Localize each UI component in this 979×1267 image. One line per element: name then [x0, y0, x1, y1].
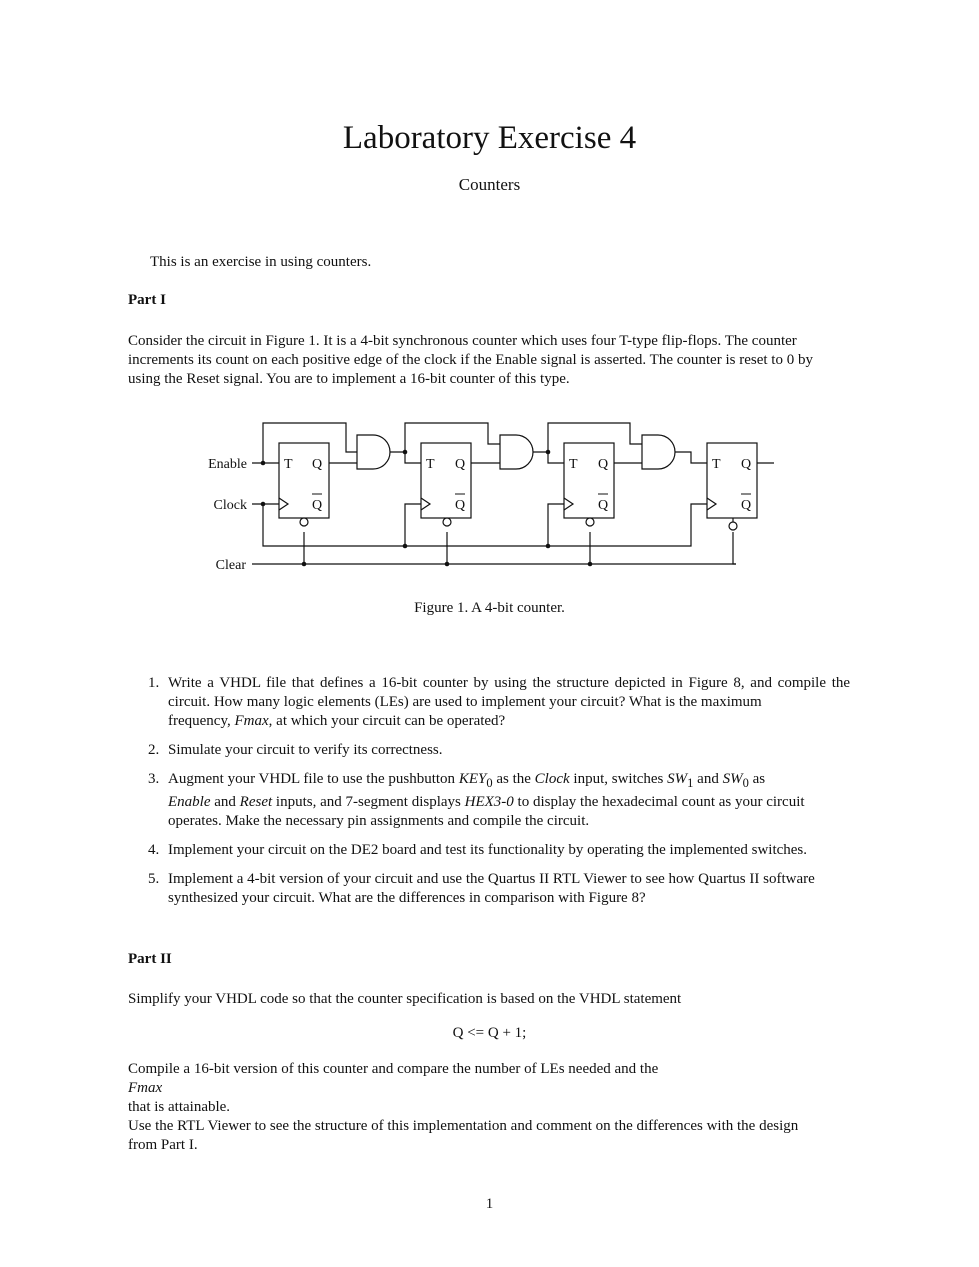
ff2-qbar-label: Q — [455, 498, 466, 513]
ff1-t-label: T — [284, 457, 293, 472]
task-list — [128, 674, 850, 918]
item-text: frequency, — [168, 713, 235, 729]
part2-line: from Part I. — [128, 1137, 198, 1153]
part1-line: using the Reset signal. You are to implement a 16-bit counter of this type. — [128, 371, 570, 387]
clear-label: Clear — [215, 558, 246, 573]
item-number: 4. — [148, 842, 160, 858]
item-text: inputs, and 7-segment displays — [272, 794, 465, 810]
clock-label: Clock — [213, 498, 247, 513]
ff4-t-label: T — [712, 457, 721, 472]
item-text: as the — [492, 771, 535, 787]
item-text: the circuit. How many logic elements (LEs) are used to implement your circuit? What is the maximum — [168, 675, 851, 710]
item-text: and — [210, 794, 240, 810]
item-text: and — [693, 771, 723, 787]
part2-lead: Simplify your VHDL code so that the counter specification is based on the VHDL statement — [128, 991, 682, 1007]
sw0-term: SW — [722, 771, 743, 787]
list-item — [128, 741, 850, 760]
page-subtitle: Counters — [458, 175, 521, 194]
hex-term: HEX3-0 — [464, 794, 514, 810]
part2-line: Use the RTL Viewer to see the structure of this implementation and comment on the differences with the design — [128, 1118, 799, 1134]
item-text: input, switches — [569, 771, 668, 787]
ff4-q-label: Q — [741, 457, 752, 472]
ff3-q-label: Q — [598, 457, 609, 472]
ff3-t-label: T — [569, 457, 578, 472]
part2-line — [128, 1060, 850, 1117]
fmax-term: Fmax — [234, 713, 269, 729]
key-term: KEY — [458, 771, 487, 787]
sw1-subscript: 1 — [687, 776, 694, 790]
ff2-q-label: Q — [455, 457, 466, 472]
item-text: Implement a 4-bit version of your circuit and use the Quartus II RTL Viewer to see how Quartus II software — [168, 871, 815, 887]
part2-text: Compile a 16-bit version of this counter and compare the number of LEs needed and the — [128, 1061, 659, 1077]
ff4-qbar-label: Q — [741, 498, 752, 513]
ff1-q-label: Q — [312, 457, 323, 472]
list-item — [128, 674, 850, 731]
sw0-subscript: 0 — [742, 776, 749, 790]
page-number: 1 — [485, 1196, 494, 1212]
item-text: Augment your VHDL file to use the pushbutton — [168, 771, 459, 787]
item-text: as — [748, 771, 766, 787]
ff3-qbar-label: Q — [598, 498, 609, 513]
clock-term: Clock — [534, 771, 570, 787]
item-number: 3. — [148, 771, 160, 787]
item-text: , at which your circuit can be operated? — [268, 713, 506, 729]
enable-label: Enable — [208, 457, 247, 472]
part1-paragraph — [128, 332, 850, 389]
fmax-term: Fmax — [128, 1080, 163, 1096]
list-item — [128, 870, 850, 908]
item-text: Implement your circuit on the DE2 board and test its functionality by operating the implemented switches. — [168, 842, 808, 858]
vhdl-equation: Q <= Q + 1; — [452, 1025, 527, 1041]
part2-paragraph — [128, 1060, 850, 1155]
ff1-qbar-label: Q — [312, 498, 323, 513]
item-text: Simulate your circuit to verify its correctness. — [168, 742, 443, 758]
part1-heading: Part I — [128, 292, 166, 308]
figure-caption: Figure 1. A 4-bit counter. — [414, 600, 565, 616]
reset-term: Reset — [239, 794, 273, 810]
ff2-t-label: T — [426, 457, 435, 472]
counter-circuit-figure — [200, 415, 780, 580]
page-title: Laboratory Exercise 4 — [342, 120, 637, 156]
part1-line: increments its count on each positive edge of the clock if the Enable signal is asserted. The counter is reset to 0 by — [128, 352, 813, 368]
sw1-term: SW — [667, 771, 688, 787]
intro-text: This is an exercise in using counters. — [150, 254, 372, 270]
item-text: operates. Make the necessary pin assignments and compile the circuit. — [168, 813, 590, 829]
list-item — [128, 841, 850, 860]
list-item — [128, 770, 850, 831]
enable-term: Enable — [168, 794, 211, 810]
key-subscript: 0 — [486, 776, 493, 790]
item-number: 2. — [148, 742, 160, 758]
item-text: Write a VHDL file that defines a 16-bit counter by using the structure depicted in Figure 8, and compile — [168, 675, 826, 691]
part1-line: Consider the circuit in Figure 1. It is a 4-bit synchronous counter which uses four T-type flip-flops. The counter — [128, 333, 797, 349]
item-number: 5. — [148, 871, 160, 887]
part2-heading: Part II — [128, 951, 172, 967]
item-number: 1. — [148, 675, 160, 691]
part2-text: that is attainable. — [128, 1099, 231, 1115]
item-text: to display the hexadecimal count as your circuit — [513, 794, 805, 810]
item-text: synthesized your circuit. What are the differences in comparison with Figure 8? — [168, 890, 646, 906]
